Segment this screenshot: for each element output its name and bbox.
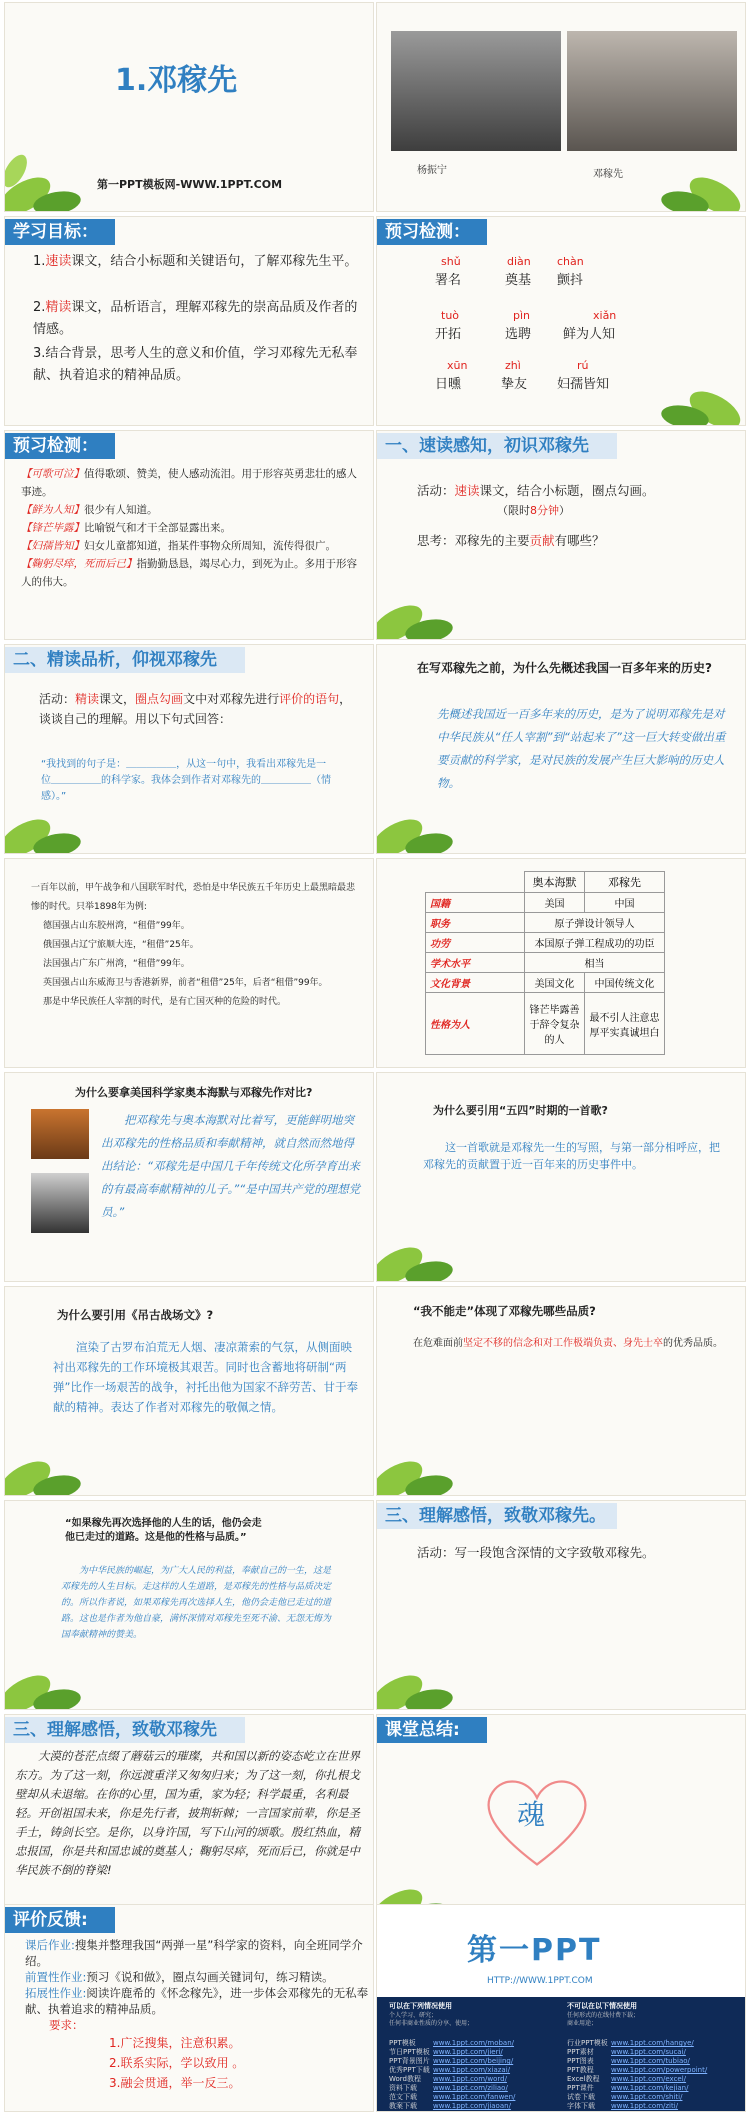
link-label: PPT模板 bbox=[389, 2039, 416, 2047]
history-p1: 一百年以前，甲午战争和八国联军时代，恐怕是中华民族五千年历史上最黑暗最悲惨的时代。只举1898年为例: bbox=[31, 883, 356, 912]
forbidden-2: 商业用途； bbox=[567, 2020, 598, 2027]
header-goals: 学习目标： bbox=[5, 219, 115, 245]
py-3: tuò bbox=[441, 309, 460, 322]
link-url[interactable]: www.1ppt.com/moban/ bbox=[433, 2039, 515, 2047]
link-url[interactable]: www.1ppt.com/excel/ bbox=[611, 2075, 687, 2083]
idiom-4: 【妇孺皆知】妇女儿童都知道，指某件事物众所周知，流传得很广。 bbox=[21, 540, 336, 552]
link-row bbox=[389, 2093, 559, 2102]
idiom-2: 【鲜为人知】很少有人知道。 bbox=[21, 504, 158, 516]
header-preview-2: 预习检测： bbox=[5, 433, 115, 459]
header-section-2: 二、精读品析，仰视邓稼先 bbox=[5, 647, 245, 673]
allowed-1: 个人学习、研究； bbox=[389, 2012, 438, 2019]
link-url[interactable]: www.1ppt.com/fanwen/ bbox=[433, 2093, 516, 2101]
table-row bbox=[426, 993, 665, 1055]
song-question: 为什么要引用“五四”时期的一首歌? bbox=[433, 1104, 608, 1117]
row-a: 锋芒毕露善于辞令复杂的人 bbox=[525, 993, 585, 1055]
table-corner bbox=[426, 872, 525, 893]
history-p4: 法国强占广东广州湾，“租借”99年。 bbox=[43, 959, 190, 969]
py-7: zhì bbox=[505, 359, 521, 372]
leaf-decoration-icon bbox=[376, 783, 477, 854]
row-a: 原子弹设计领导人 bbox=[525, 913, 665, 933]
col-deng: 邓稼先 bbox=[585, 872, 665, 893]
slide-history-text bbox=[4, 858, 374, 1068]
history-text bbox=[31, 879, 361, 1012]
idiom-1: 【可歌可泣】值得歌颂、赞美，使人感动流泪。用于形容英勇悲壮的感人事迹。 bbox=[21, 468, 357, 498]
allowed-2: 任何非商业性质的分享、使用； bbox=[389, 2020, 474, 2027]
requirement-2: 2.联系实际，学以致用 。 bbox=[109, 2056, 245, 2070]
requirement-1: 1.广泛搜集，注意积累。 bbox=[109, 2036, 241, 2050]
slide-tribute-sample bbox=[4, 1714, 374, 1924]
link-label: 资料下载 bbox=[389, 2084, 417, 2092]
goal-3: 3.结合背景，思考人生的意义和价值，学习邓稼先无私奉献、执着追求的精神品质。 bbox=[33, 346, 358, 383]
link-row bbox=[567, 2102, 742, 2111]
py-0: shǔ bbox=[441, 255, 461, 268]
history-p2: 德国强占山东胶州湾，“租借”99年。 bbox=[43, 921, 190, 931]
link-label: 行业PPT模板 bbox=[567, 2039, 608, 2047]
link-row bbox=[389, 2084, 559, 2093]
allowed-title: 可以在下列情况使用 bbox=[389, 2002, 452, 2010]
slide-homework bbox=[4, 1904, 374, 2112]
history-question: 在写邓稼先之前，为什么先概述我国一百多年来的历史? bbox=[417, 661, 712, 675]
homework-2: 前置性作业:预习《说和做》，圈点勾画关键词句，练习精读。 bbox=[25, 1970, 334, 1984]
py-2: chàn bbox=[557, 255, 584, 268]
word-0: 署名 bbox=[435, 273, 462, 288]
table-row bbox=[426, 933, 665, 953]
row-key: 学术水平 bbox=[426, 953, 525, 973]
summary-word: 魂 bbox=[517, 1798, 546, 1831]
link-row bbox=[567, 2048, 742, 2057]
leaf-decoration-icon bbox=[376, 569, 477, 640]
idiom-list bbox=[21, 465, 361, 591]
contrast-question: 为什么要拿美国科学家奥本海默与邓稼先作对比? bbox=[75, 1086, 313, 1099]
battlefield-answer: 渲染了古罗布泊荒无人烟、凄凉萧索的气氛，从侧面映衬出邓稼先的工作环境极其艰苦。同时也含蓄地将研制“两弹”比作一场艰苦的战争，衬托出他为国家不辞劳苦、甘于奉献的精神。表达了作者对邓稼先的敬佩之情。 bbox=[53, 1340, 358, 1414]
slide-song-q bbox=[376, 1072, 746, 1282]
link-row bbox=[567, 2093, 742, 2102]
row-key: 性格为人 bbox=[426, 993, 525, 1055]
time-limit: （限时8分钟） bbox=[497, 504, 570, 517]
history-answer: 先概述我国近一百多年来的历史，是为了说明邓稼先是对中华民族从“任人宰割”到“站起来了”这一巨大转变做出重要贡献的科学家，是对民族的发展产生巨大影响的历史人物。 bbox=[437, 707, 726, 790]
row-key: 功劳 bbox=[426, 933, 525, 953]
song-answer: 这一首歌就是邓稼先一生的写照，与第一部分相呼应，把邓稼先的贡献置于近一百年来的历史事件中。 bbox=[423, 1141, 720, 1171]
header-section-3b: 三、理解感悟，致敬邓稼先 bbox=[5, 1717, 245, 1743]
slide-cannot-leave-q bbox=[376, 1286, 746, 1496]
photo-oppenheimer bbox=[31, 1109, 89, 1159]
link-url[interactable]: www.1ppt.com/kejian/ bbox=[611, 2084, 689, 2092]
cannot-leave-question: “我不能走”体现了邓稼先哪些品质? bbox=[413, 1304, 596, 1318]
tribute-activity: 活动：写一段饱含深情的文字致敬邓稼先。 bbox=[417, 1545, 655, 1560]
caption-deng: 邓稼先 bbox=[593, 169, 623, 180]
leaf-decoration-icon bbox=[645, 355, 746, 426]
link-url[interactable]: www.1ppt.com/jiaoan/ bbox=[433, 2102, 511, 2110]
forbidden-1: 任何形式的在线付费下载； bbox=[567, 2012, 640, 2019]
py-6: xūn bbox=[447, 359, 468, 372]
caption-yang: 杨振宁 bbox=[417, 165, 447, 176]
link-label: PPT课件 bbox=[567, 2084, 594, 2092]
license-panel bbox=[377, 1997, 746, 2112]
py-5: xiǎn bbox=[593, 309, 617, 322]
leaf-decoration-icon bbox=[376, 1639, 477, 1710]
contrast-answer: 把邓稼先与奥本海默对比着写，更能鲜明地突出邓稼先的性格品质和奉献精神，就自然而然地得出结论：“邓稼先是中国几千年传统文化所孕育出来的有最高奉献精神的儿子。”“是中国共产党的理想党员。” bbox=[101, 1113, 361, 1219]
history-p5: 英国强占山东威海卫与香港新界，前者“租借”25年，后者“租借”99年。 bbox=[43, 978, 328, 988]
link-label: PPT背景图片 bbox=[389, 2057, 430, 2065]
leaf-decoration-icon bbox=[4, 141, 105, 212]
link-label: Excel教程 bbox=[567, 2075, 600, 2083]
py-4: pìn bbox=[513, 309, 531, 322]
link-row bbox=[389, 2048, 559, 2057]
slide-idioms bbox=[4, 430, 374, 640]
row-key: 国籍 bbox=[426, 893, 525, 913]
word-4: 选聘 bbox=[505, 327, 532, 342]
slide-pinyin bbox=[376, 216, 746, 426]
word-3: 开拓 bbox=[435, 327, 462, 342]
requirement-3: 3.融会贯通，举一反三。 bbox=[109, 2076, 241, 2090]
row-b: 中国传统文化 bbox=[585, 973, 665, 993]
link-url[interactable]: www.1ppt.com/ziti/ bbox=[611, 2102, 679, 2110]
link-label: PPT教程 bbox=[567, 2066, 594, 2074]
slide-summary bbox=[376, 1714, 746, 1924]
row-b: 中国 bbox=[585, 893, 665, 913]
row-a: 相当 bbox=[525, 953, 665, 973]
slide-goals bbox=[4, 216, 374, 426]
leaf-decoration-icon bbox=[4, 1425, 105, 1496]
link-row bbox=[389, 2039, 559, 2048]
forbidden-title: 不可以在以下情况使用 bbox=[567, 2002, 637, 2010]
link-url[interactable]: www.1ppt.com/word/ bbox=[433, 2075, 507, 2083]
site-text: 第一PPT模板网-WWW.1PPT.COM bbox=[97, 178, 283, 191]
link-url[interactable]: www.1ppt.com/ziliao/ bbox=[433, 2084, 508, 2092]
py-1: diàn bbox=[507, 255, 531, 268]
slide-contrast-q bbox=[4, 1072, 374, 1282]
slide-tribute bbox=[376, 1500, 746, 1710]
header-feedback: 评价反馈: bbox=[5, 1907, 115, 1933]
link-label: PPT图表 bbox=[567, 2057, 594, 2065]
word-8: 妇孺皆知 bbox=[557, 377, 610, 392]
link-label: 教案下载 bbox=[389, 2102, 417, 2110]
answer-template: “我找到的句子是：＿＿＿＿＿，从这一句中，我看出邓稼先是一位＿＿＿＿＿的科学家。我体会到作者对邓稼先的＿＿＿＿＿（情感）。” bbox=[41, 759, 331, 802]
leaf-decoration-icon bbox=[645, 141, 746, 212]
goal-1: 1.速读课文，结合小标题和关键语句，了解邓稼先生平。 bbox=[33, 254, 358, 269]
py-8: rú bbox=[577, 359, 589, 372]
link-url[interactable]: www.1ppt.com/beijing/ bbox=[433, 2057, 514, 2065]
row-a: 美国 bbox=[525, 893, 585, 913]
slide-photos bbox=[376, 2, 746, 212]
think-question: 思考：邓稼先的主要贡献有哪些？ bbox=[417, 533, 605, 548]
slide-history-q bbox=[376, 644, 746, 854]
slide-title bbox=[4, 2, 374, 212]
idiom-5: 【鞠躬尽瘁，死而后已】指勤勤恳恳，竭尽心力，到死为止。多用于形容人的伟大。 bbox=[21, 558, 357, 588]
header-section-3: 三、理解感悟，致敬邓稼先。 bbox=[377, 1503, 617, 1529]
link-row bbox=[389, 2057, 559, 2066]
row-a: 本国原子弹工程成功的功臣 bbox=[525, 933, 665, 953]
header-section-1: 一、速读感知，初识邓稼先 bbox=[377, 433, 617, 459]
link-row bbox=[567, 2084, 742, 2093]
comparison-table bbox=[425, 871, 665, 1055]
lesson-title: 1.邓稼先 bbox=[115, 63, 238, 98]
choice-answer: 为中华民族的崛起，为广大人民的利益，奉献自己的一生，这是邓稼先的人生目标。走这样的人生道路，是邓稼先的性格与品质决定的。所以作者说，如果邓稼先再次选择人生，他仍会走他已走过的道路。这也是作者为他自豪，满怀深情对邓稼先至死不渝、无怨无悔为国奉献精神的赞美。 bbox=[61, 1566, 332, 1640]
word-5: 鲜为人知 bbox=[563, 327, 616, 342]
cannot-leave-answer: 在危难面前坚定不移的信念和对工作极端负责、身先士卒的优秀品质。 bbox=[413, 1338, 723, 1349]
link-label: 优秀PPT下载 bbox=[389, 2066, 430, 2074]
link-url[interactable]: www.1ppt.com/tubiao/ bbox=[611, 2057, 690, 2065]
slide-speed-read bbox=[376, 430, 746, 640]
header-summary: 课堂总结: bbox=[377, 1717, 487, 1743]
row-a: 美国文化 bbox=[525, 973, 585, 993]
brand-logo: 第一PPT bbox=[467, 1933, 602, 1968]
link-label: 试卷下载 bbox=[567, 2093, 595, 2101]
table-row bbox=[426, 953, 665, 973]
photo-deng-yang bbox=[567, 31, 737, 151]
link-row bbox=[389, 2066, 559, 2075]
slide-close-read bbox=[4, 644, 374, 854]
link-url[interactable]: www.1ppt.com/powerpoint/ bbox=[611, 2066, 708, 2074]
slide-ending bbox=[376, 1904, 746, 2112]
link-label: 节日PPT模板 bbox=[389, 2048, 430, 2056]
link-url[interactable]: www.1ppt.com/jieri/ bbox=[433, 2048, 503, 2056]
link-row bbox=[567, 2039, 742, 2048]
battlefield-question: 为什么要引用《吊古战场文》? bbox=[57, 1308, 214, 1322]
slide-comparison bbox=[376, 858, 746, 1068]
link-row bbox=[567, 2057, 742, 2066]
link-label: 字体下载 bbox=[567, 2102, 595, 2110]
tribute-sample: 大漠的苍茫点缀了蘑菇云的璀璨，共和国以新的姿态屹立在世界东方。为了这一刻，你远渡重洋又匆匆归来；为了这一刻，你扎根戈壁却从未退缩。在你的心里，国为重，家为轻；科学最重，名利最轻。开创祖国未来，你是先行者，披荆斩棘；一言国家前辈，你是圣手士，铸剑长空。是你，以身许国，写下山河的颂歌。殷红热血，精忠报国，你是共和国忠诚的奠基人；鞠躬尽瘁，死而后已，你就是中华民族不倒的脊梁! bbox=[15, 1749, 360, 1877]
link-label: PPT素材 bbox=[567, 2048, 594, 2056]
header-preview: 预习检测： bbox=[377, 219, 487, 245]
links-left bbox=[389, 2039, 559, 2111]
word-1: 奠基 bbox=[505, 273, 532, 288]
col-oppenheimer: 奥本海默 bbox=[525, 872, 585, 893]
link-row bbox=[389, 2075, 559, 2084]
table-row bbox=[426, 893, 665, 913]
link-url[interactable]: www.1ppt.com/xiazai/ bbox=[433, 2066, 511, 2074]
history-p6: 那是中华民族任人宰割的时代，是有亡国灭种的危险的时代。 bbox=[43, 997, 287, 1007]
row-b: 最不引人注意忠厚平实真诚坦白 bbox=[585, 993, 665, 1055]
leaf-decoration-icon bbox=[376, 1211, 477, 1282]
link-row bbox=[567, 2075, 742, 2084]
homework-1: 课后作业:搜集并整理我国“两弹一星”科学家的资料，向全班同学介绍。 bbox=[25, 1938, 363, 1968]
word-7: 挚友 bbox=[501, 377, 528, 392]
requirements-title: 要求： bbox=[49, 2018, 84, 2032]
link-label: Word教程 bbox=[389, 2075, 421, 2083]
link-label: 范文下载 bbox=[389, 2093, 417, 2101]
homework-list bbox=[25, 1937, 370, 2093]
links-right bbox=[567, 2039, 742, 2111]
photo-yang-deng bbox=[391, 31, 561, 151]
photo-deng-portrait bbox=[31, 1173, 89, 1233]
row-key: 文化背景 bbox=[426, 973, 525, 993]
idiom-3: 【锋芒毕露】比喻锐气和才干全部显露出来。 bbox=[21, 522, 231, 534]
leaf-decoration-icon bbox=[4, 1639, 105, 1710]
leaf-decoration-icon bbox=[376, 1425, 477, 1496]
leaf-decoration-icon bbox=[4, 783, 105, 854]
word-2: 颤抖 bbox=[557, 273, 584, 288]
slide-choice-quote bbox=[4, 1500, 374, 1710]
link-url[interactable]: www.1ppt.com/hangye/ bbox=[611, 2039, 694, 2047]
activity-2: 活动：精读课文，圈点勾画文中对邓稼先进行评价的语句，谈谈自己的理解。用以下句式回答： bbox=[39, 692, 352, 726]
history-p3: 俄国强占辽宁旅顺大连，“租借”25年。 bbox=[43, 940, 199, 950]
link-url[interactable]: www.1ppt.com/shiti/ bbox=[611, 2093, 683, 2101]
activity-1: 活动：速读课文，结合小标题，圈点勾画。 bbox=[417, 483, 655, 498]
row-key: 职务 bbox=[426, 913, 525, 933]
brand-url: HTTP://WWW.1PPT.COM bbox=[487, 1976, 593, 1986]
homework-3: 拓展性作业:阅读许鹿希的《怀念稼先》，进一步体会邓稼先的无私奉献、执着追求的精神品质。 bbox=[25, 1986, 369, 2016]
table-row bbox=[426, 973, 665, 993]
table-row bbox=[426, 913, 665, 933]
word-6: 日曛 bbox=[435, 377, 462, 392]
link-url[interactable]: www.1ppt.com/sucai/ bbox=[611, 2048, 686, 2056]
slide-battlefield-q bbox=[4, 1286, 374, 1496]
goal-2: 2.精读课文，品析语言，理解邓稼先的崇高品质及作者的情感。 bbox=[33, 300, 358, 337]
link-row bbox=[389, 2102, 559, 2111]
choice-quote: “如果稼先再次选择他的人生的话，他仍会走他已走过的道路。这是他的性格与品质。” bbox=[65, 1518, 262, 1543]
link-row bbox=[567, 2066, 742, 2075]
